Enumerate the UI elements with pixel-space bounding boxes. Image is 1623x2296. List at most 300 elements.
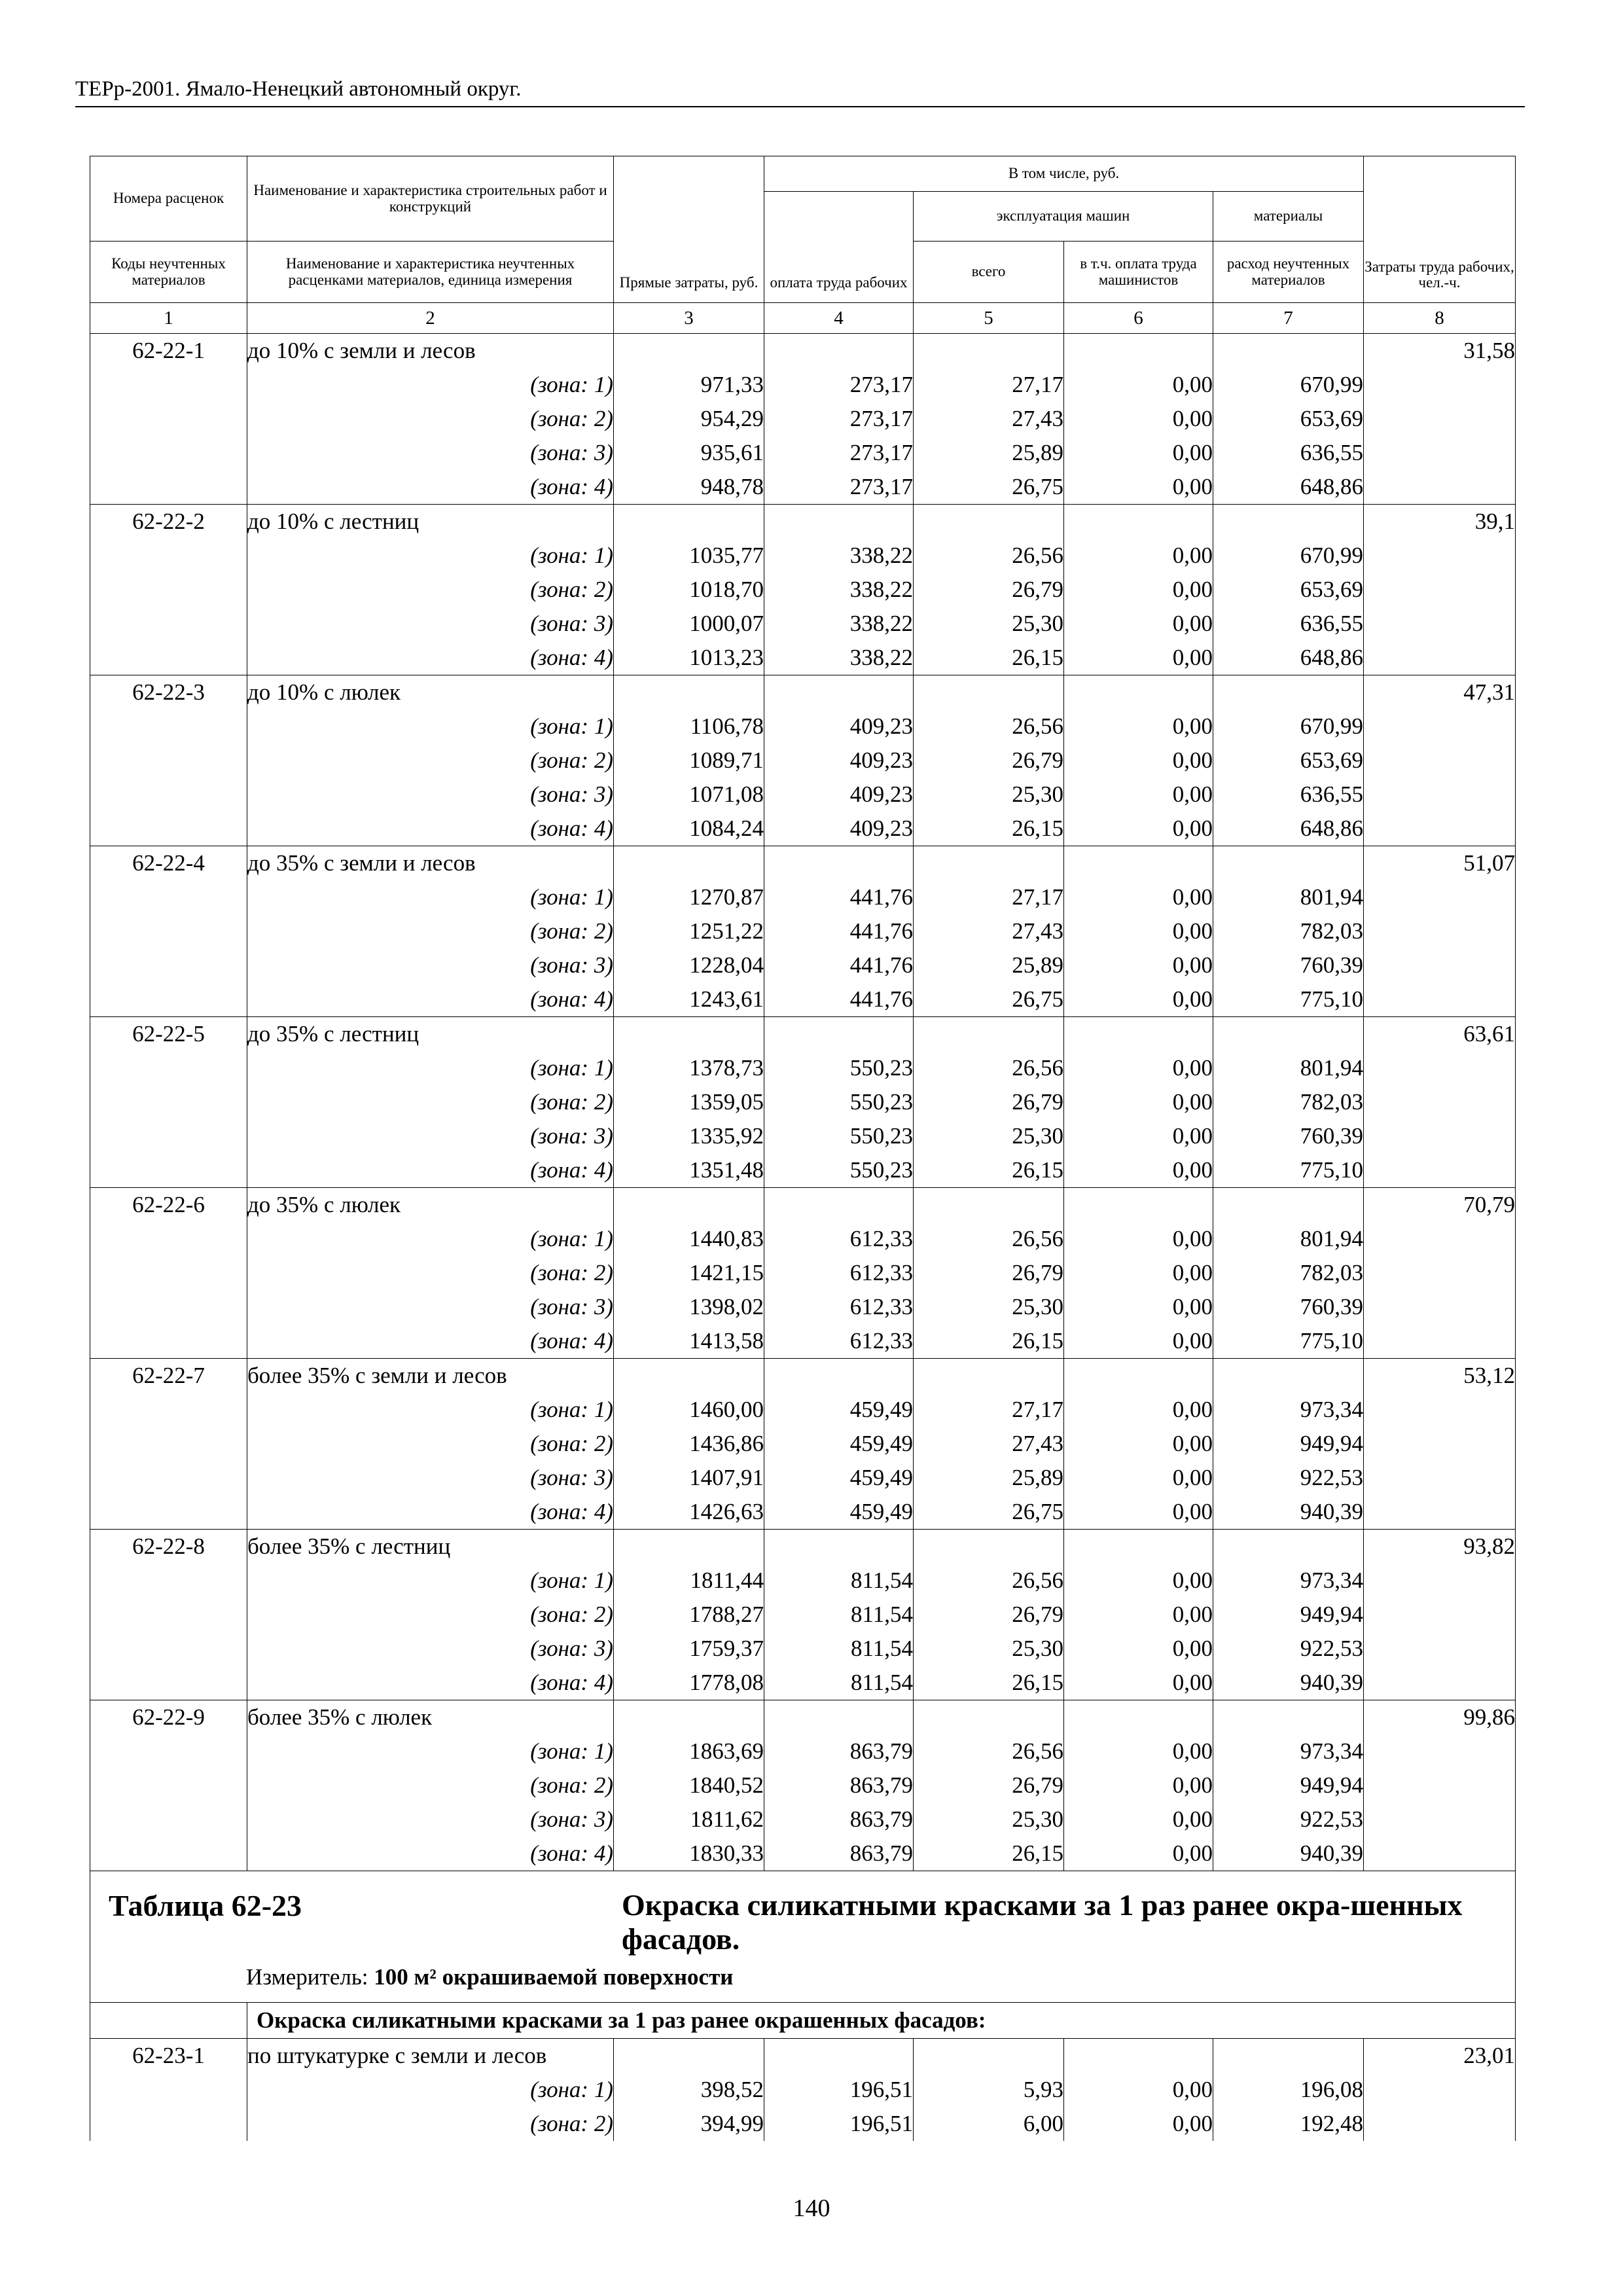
- direct-cost: 1413,58: [614, 1324, 764, 1359]
- labor-pay: 811,54: [764, 1666, 914, 1700]
- zone-label: (зона: 2): [247, 402, 614, 436]
- machinist-pay: 0,00: [1064, 539, 1213, 573]
- empty-cell: [1364, 1051, 1516, 1085]
- empty-cell: [1064, 1017, 1213, 1052]
- machinist-pay: 0,00: [1064, 470, 1213, 505]
- machinist-pay: 0,00: [1064, 1461, 1213, 1495]
- col-machinist-pay-header: в т.ч. оплата труда машинистов: [1064, 242, 1213, 303]
- empty-cell: [1213, 2039, 1364, 2073]
- zone-label: (зона: 1): [247, 709, 614, 744]
- zone-label: (зона: 2): [247, 2107, 614, 2141]
- work-name: по штукатурке с земли и лесов: [247, 2039, 614, 2073]
- empty-cell: [614, 2039, 764, 2073]
- empty-cell: [1364, 1222, 1516, 1256]
- zone-row: [90, 914, 1516, 948]
- zone-label: (зона: 3): [247, 1290, 614, 1324]
- section-table-title: Окраска силикатными красками за 1 раз ранее окра-шенных фасадов.: [622, 1888, 1463, 1956]
- empty-cell: [614, 1530, 764, 1564]
- labor-pay: 338,22: [764, 641, 914, 675]
- empty-cell: [764, 1188, 914, 1223]
- machinist-pay: 0,00: [1064, 1564, 1213, 1598]
- zone-row: [90, 1085, 1516, 1119]
- section-table-label: Таблица 62-23: [109, 1889, 302, 1922]
- col-material-codes-header: Коды неучтенных материалов: [90, 242, 247, 303]
- zone-row: [90, 2073, 1516, 2107]
- direct-cost: 1440,83: [614, 1222, 764, 1256]
- empty-cell: [1364, 436, 1516, 470]
- empty-cell: [1364, 1666, 1516, 1700]
- table-section-header: [90, 1871, 1515, 2002]
- zone-label: (зона: 3): [247, 436, 614, 470]
- machines-total: 25,89: [914, 948, 1064, 982]
- zone-row: [90, 1837, 1516, 1871]
- empty-cell: [1213, 334, 1364, 368]
- machines-total: 26,15: [914, 812, 1064, 846]
- column-number: 4: [764, 303, 914, 334]
- table-row: [90, 675, 1516, 710]
- empty-cell: [1064, 334, 1213, 368]
- materials-cost: 922,53: [1213, 1461, 1364, 1495]
- machines-total: 27,43: [914, 1427, 1064, 1461]
- column-number: 1: [90, 303, 247, 334]
- empty-cell: [914, 505, 1064, 539]
- machinist-pay: 0,00: [1064, 1666, 1213, 1700]
- machines-total: 6,00: [914, 2107, 1064, 2141]
- zone-label: (зона: 1): [247, 1051, 614, 1085]
- labor-cost: 93,82: [1364, 1530, 1516, 1564]
- labor-pay: 273,17: [764, 368, 914, 402]
- zone-label: (зона: 3): [247, 1803, 614, 1837]
- empty-cell: [914, 2039, 1064, 2073]
- rate-code: 62-22-5: [90, 1017, 247, 1052]
- direct-cost: 1830,33: [614, 1837, 764, 1871]
- zone-label: (зона: 2): [247, 1427, 614, 1461]
- labor-pay: 409,23: [764, 812, 914, 846]
- zone-label: (зона: 1): [247, 1222, 614, 1256]
- zone-label: (зона: 4): [247, 1837, 614, 1871]
- materials-cost: 940,39: [1213, 1837, 1364, 1871]
- materials-cost: 196,08: [1213, 2073, 1364, 2107]
- col-unaccounted-materials-header: расход неучтенных материалов: [1213, 242, 1364, 303]
- rate-code: 62-22-8: [90, 1530, 247, 1564]
- empty-cell: [90, 1632, 247, 1666]
- table-row: [90, 846, 1516, 881]
- zone-row: [90, 1256, 1516, 1290]
- zone-label: (зона: 4): [247, 1324, 614, 1359]
- machinist-pay: 0,00: [1064, 1222, 1213, 1256]
- empty-cell: [1364, 1495, 1516, 1530]
- machinist-pay: 0,00: [1064, 1632, 1213, 1666]
- machines-total: 25,30: [914, 1803, 1064, 1837]
- empty-cell: [614, 675, 764, 710]
- table-row: [90, 505, 1516, 539]
- empty-cell: [1064, 675, 1213, 710]
- empty-cell: [90, 1803, 247, 1837]
- empty-cell: [1064, 2039, 1213, 2073]
- materials-cost: 973,34: [1213, 1734, 1364, 1768]
- machinist-pay: 0,00: [1064, 1324, 1213, 1359]
- empty-cell: [90, 1051, 247, 1085]
- direct-cost: 1071,08: [614, 778, 764, 812]
- machines-total: 26,15: [914, 1837, 1064, 1871]
- machines-total: 26,56: [914, 539, 1064, 573]
- empty-cell: [1364, 2107, 1516, 2141]
- empty-cell: [90, 607, 247, 641]
- empty-cell: [90, 1256, 247, 1290]
- empty-cell: [90, 982, 247, 1017]
- work-name: до 10% с земли и лесов: [247, 334, 614, 368]
- direct-cost: 1228,04: [614, 948, 764, 982]
- empty-cell: [90, 2073, 247, 2107]
- empty-cell: [614, 505, 764, 539]
- zone-label: (зона: 3): [247, 1632, 614, 1666]
- machinist-pay: 0,00: [1064, 812, 1213, 846]
- direct-cost: 1351,48: [614, 1153, 764, 1188]
- labor-pay: 338,22: [764, 573, 914, 607]
- zone-row: [90, 1734, 1516, 1768]
- empty-cell: [1364, 914, 1516, 948]
- direct-cost: 1251,22: [614, 914, 764, 948]
- rates-table: [90, 156, 1516, 2141]
- column-number: 7: [1213, 303, 1364, 334]
- table-row: [90, 1530, 1516, 1564]
- zone-label: (зона: 2): [247, 1598, 614, 1632]
- empty-cell: [1364, 778, 1516, 812]
- page-number: 140: [793, 2195, 830, 2222]
- zone-label: (зона: 2): [247, 914, 614, 948]
- machines-total: 26,56: [914, 1564, 1064, 1598]
- labor-cost: 31,58: [1364, 334, 1516, 368]
- machinist-pay: 0,00: [1064, 402, 1213, 436]
- materials-cost: 636,55: [1213, 607, 1364, 641]
- empty-cell: [90, 1290, 247, 1324]
- empty-cell: [1364, 812, 1516, 846]
- materials-cost: 922,53: [1213, 1632, 1364, 1666]
- empty-cell: [614, 1017, 764, 1052]
- direct-cost: 954,29: [614, 402, 764, 436]
- zone-label: (зона: 2): [247, 744, 614, 778]
- direct-cost: 1398,02: [614, 1290, 764, 1324]
- table-row: [90, 1700, 1516, 1735]
- machinist-pay: 0,00: [1064, 1837, 1213, 1871]
- empty-cell: [90, 402, 247, 436]
- empty-cell: [90, 1598, 247, 1632]
- empty-cell: [90, 1734, 247, 1768]
- empty-cell: [90, 641, 247, 675]
- machines-total: 26,15: [914, 641, 1064, 675]
- direct-cost: 948,78: [614, 470, 764, 505]
- materials-cost: 775,10: [1213, 982, 1364, 1017]
- meter-label: Измеритель:: [246, 1964, 368, 1990]
- empty-cell: [90, 1427, 247, 1461]
- direct-cost: 1778,08: [614, 1666, 764, 1700]
- materials-cost: 801,94: [1213, 1222, 1364, 1256]
- empty-cell: [1364, 539, 1516, 573]
- machinist-pay: 0,00: [1064, 778, 1213, 812]
- labor-pay: 409,23: [764, 778, 914, 812]
- zone-row: [90, 778, 1516, 812]
- direct-cost: 1460,00: [614, 1393, 764, 1427]
- zone-label: (зона: 1): [247, 880, 614, 914]
- machines-total: 25,30: [914, 1290, 1064, 1324]
- zone-row: [90, 1632, 1516, 1666]
- machinist-pay: 0,00: [1064, 436, 1213, 470]
- including-header: В том числе, руб.: [764, 156, 1364, 192]
- zone-row: [90, 1153, 1516, 1188]
- labor-pay: 441,76: [764, 948, 914, 982]
- materials-cost: 782,03: [1213, 1085, 1364, 1119]
- materials-cost: 670,99: [1213, 709, 1364, 744]
- materials-cost: 940,39: [1213, 1666, 1364, 1700]
- machinist-pay: 0,00: [1064, 914, 1213, 948]
- labor-pay: 338,22: [764, 539, 914, 573]
- zone-label: (зона: 1): [247, 1734, 614, 1768]
- rate-code: 62-22-2: [90, 505, 247, 539]
- col-machines-total-header: всего: [914, 242, 1064, 303]
- labor-cost: 63,61: [1364, 1017, 1516, 1052]
- zone-label: (зона: 2): [247, 1256, 614, 1290]
- empty-cell: [90, 948, 247, 982]
- column-numbers-row: [90, 303, 1516, 334]
- column-number: 8: [1364, 303, 1516, 334]
- empty-cell: [914, 675, 1064, 710]
- machines-total: 27,17: [914, 880, 1064, 914]
- machines-total: 27,17: [914, 368, 1064, 402]
- direct-cost: 1270,87: [614, 880, 764, 914]
- machines-total: 25,30: [914, 778, 1064, 812]
- materials-cost: 760,39: [1213, 948, 1364, 982]
- zone-row: [90, 1119, 1516, 1153]
- table-row: [90, 1188, 1516, 1223]
- empty-cell: [914, 1188, 1064, 1223]
- direct-cost: 1359,05: [614, 1085, 764, 1119]
- labor-pay: 409,23: [764, 744, 914, 778]
- materials-cost: 801,94: [1213, 880, 1364, 914]
- direct-cost: 1426,63: [614, 1495, 764, 1530]
- empty-cell: [1213, 1700, 1364, 1735]
- section-meter: [246, 1964, 733, 1990]
- materials-cost: 760,39: [1213, 1119, 1364, 1153]
- materials-cost: 653,69: [1213, 402, 1364, 436]
- empty-cell: [1364, 402, 1516, 436]
- zone-row: [90, 709, 1516, 744]
- rate-code: 62-22-4: [90, 846, 247, 881]
- machines-total: 26,75: [914, 1495, 1064, 1530]
- machinist-pay: 0,00: [1064, 1051, 1213, 1085]
- machines-total: 27,43: [914, 914, 1064, 948]
- zone-row: [90, 436, 1516, 470]
- machinist-pay: 0,00: [1064, 368, 1213, 402]
- materials-cost: 949,94: [1213, 1768, 1364, 1803]
- labor-cost: 70,79: [1364, 1188, 1516, 1223]
- direct-cost: 1811,44: [614, 1564, 764, 1598]
- empty-cell: [90, 1461, 247, 1495]
- materials-cost: 636,55: [1213, 778, 1364, 812]
- materials-cost: 636,55: [1213, 436, 1364, 470]
- empty-cell: [90, 914, 247, 948]
- labor-pay: 612,33: [764, 1256, 914, 1290]
- empty-cell: [1364, 1427, 1516, 1461]
- empty-cell: [1064, 846, 1213, 881]
- empty-cell: [914, 1530, 1064, 1564]
- empty-cell: [914, 334, 1064, 368]
- empty-cell: [1064, 1700, 1213, 1735]
- labor-pay: 863,79: [764, 1803, 914, 1837]
- rate-code: 62-23-1: [90, 2039, 247, 2073]
- empty-cell: [90, 573, 247, 607]
- zone-row: [90, 539, 1516, 573]
- machines-total: 26,15: [914, 1153, 1064, 1188]
- machines-total: 26,75: [914, 982, 1064, 1017]
- labor-pay: 550,23: [764, 1153, 914, 1188]
- zone-label: (зона: 4): [247, 641, 614, 675]
- direct-cost: 1407,91: [614, 1461, 764, 1495]
- labor-pay: 409,23: [764, 709, 914, 744]
- materials-cost: 949,94: [1213, 1427, 1364, 1461]
- empty-cell: [1364, 1256, 1516, 1290]
- machinist-pay: 0,00: [1064, 880, 1213, 914]
- labor-cost: 39,1: [1364, 505, 1516, 539]
- col-labor-pay-header: оплата труда рабочих: [764, 192, 914, 303]
- empty-cell: [1064, 505, 1213, 539]
- empty-cell: [1364, 1085, 1516, 1119]
- zone-label: (зона: 1): [247, 368, 614, 402]
- column-number: 5: [914, 303, 1064, 334]
- materials-cost: 949,94: [1213, 1598, 1364, 1632]
- empty-cell: [90, 1666, 247, 1700]
- empty-cell: [90, 2107, 247, 2141]
- empty-cell: [1364, 470, 1516, 505]
- empty-cell: [1364, 641, 1516, 675]
- empty-cell: [614, 1359, 764, 1393]
- zone-row: [90, 880, 1516, 914]
- empty-cell: [1364, 1734, 1516, 1768]
- empty-cell: [90, 368, 247, 402]
- work-name: до 35% с люлек: [247, 1188, 614, 1223]
- column-number: 6: [1064, 303, 1213, 334]
- empty-cell: [1213, 1188, 1364, 1223]
- zone-row: [90, 1427, 1516, 1461]
- direct-cost: 1084,24: [614, 812, 764, 846]
- zone-label: (зона: 4): [247, 982, 614, 1017]
- machinist-pay: 0,00: [1064, 744, 1213, 778]
- direct-cost: 1436,86: [614, 1427, 764, 1461]
- empty-cell: [1213, 1017, 1364, 1052]
- machinist-pay: 0,00: [1064, 1290, 1213, 1324]
- empty-cell: [90, 436, 247, 470]
- labor-pay: 441,76: [764, 880, 914, 914]
- empty-cell: [1364, 1564, 1516, 1598]
- zone-label: (зона: 3): [247, 778, 614, 812]
- empty-cell: [764, 505, 914, 539]
- materials-cost: 670,99: [1213, 539, 1364, 573]
- empty-cell: [1213, 505, 1364, 539]
- zone-row: [90, 470, 1516, 505]
- direct-cost: 1106,78: [614, 709, 764, 744]
- rate-code: 62-22-6: [90, 1188, 247, 1223]
- empty-cell: [1364, 1632, 1516, 1666]
- machines-total: 26,15: [914, 1666, 1064, 1700]
- zone-row: [90, 368, 1516, 402]
- empty-cell: [764, 1359, 914, 1393]
- empty-cell: [614, 334, 764, 368]
- zone-label: (зона: 3): [247, 948, 614, 982]
- zone-row: [90, 812, 1516, 846]
- materials-cost: 973,34: [1213, 1393, 1364, 1427]
- zone-row: [90, 1803, 1516, 1837]
- materials-header: материалы: [1213, 192, 1364, 242]
- empty-cell: [764, 1530, 914, 1564]
- machines-total: 26,79: [914, 573, 1064, 607]
- empty-cell: [1364, 1119, 1516, 1153]
- empty-cell: [914, 1017, 1064, 1052]
- labor-pay: 550,23: [764, 1085, 914, 1119]
- empty-cell: [1364, 1803, 1516, 1837]
- machines-total: 26,79: [914, 1768, 1064, 1803]
- empty-cell: [764, 675, 914, 710]
- materials-cost: 670,99: [1213, 368, 1364, 402]
- col-material-names-header: Наименование и характеристика неучтенных расценками материалов, единица измерения: [247, 242, 614, 303]
- zone-row: [90, 1768, 1516, 1803]
- machinist-pay: 0,00: [1064, 1153, 1213, 1188]
- empty-cell: [1064, 1359, 1213, 1393]
- machines-total: 25,30: [914, 607, 1064, 641]
- machinist-pay: 0,00: [1064, 1393, 1213, 1427]
- materials-cost: 775,10: [1213, 1153, 1364, 1188]
- empty-cell: [1213, 1359, 1364, 1393]
- zone-label: (зона: 3): [247, 1119, 614, 1153]
- direct-cost: 1335,92: [614, 1119, 764, 1153]
- empty-cell: [90, 1393, 247, 1427]
- materials-cost: 782,03: [1213, 914, 1364, 948]
- labor-pay: 550,23: [764, 1119, 914, 1153]
- empty-cell: [1364, 1598, 1516, 1632]
- labor-pay: 196,51: [764, 2073, 914, 2107]
- empty-cell: [764, 1017, 914, 1052]
- table-row: [90, 2039, 1516, 2073]
- zone-row: [90, 607, 1516, 641]
- labor-pay: 459,49: [764, 1461, 914, 1495]
- empty-cell: [90, 812, 247, 846]
- empty-cell: [90, 539, 247, 573]
- running-header: ТЕРр-2001. Ямало-Ненецкий автономный округ.: [75, 77, 522, 101]
- empty-cell: [614, 846, 764, 881]
- machines-total: 25,30: [914, 1632, 1064, 1666]
- machines-total: 26,79: [914, 1256, 1064, 1290]
- empty-cell: [90, 1222, 247, 1256]
- labor-pay: 811,54: [764, 1598, 914, 1632]
- materials-cost: 648,86: [1213, 641, 1364, 675]
- zone-row: [90, 1461, 1516, 1495]
- machines-total: 25,89: [914, 1461, 1064, 1495]
- materials-cost: 775,10: [1213, 1324, 1364, 1359]
- labor-pay: 811,54: [764, 1564, 914, 1598]
- zone-row: [90, 573, 1516, 607]
- machinist-pay: 0,00: [1064, 1768, 1213, 1803]
- materials-cost: 801,94: [1213, 1051, 1364, 1085]
- work-name: более 35% с люлек: [247, 1700, 614, 1735]
- empty-cell: [1364, 1768, 1516, 1803]
- labor-pay: 196,51: [764, 2107, 914, 2141]
- labor-pay: 811,54: [764, 1632, 914, 1666]
- zone-label: (зона: 4): [247, 1666, 614, 1700]
- col-labor-cost-header: Затраты труда рабочих, чел.-ч.: [1364, 156, 1516, 303]
- machines-total: 25,89: [914, 436, 1064, 470]
- machines-total: 25,30: [914, 1119, 1064, 1153]
- labor-pay: 273,17: [764, 436, 914, 470]
- zone-row: [90, 1598, 1516, 1632]
- rate-code: 62-22-9: [90, 1700, 247, 1735]
